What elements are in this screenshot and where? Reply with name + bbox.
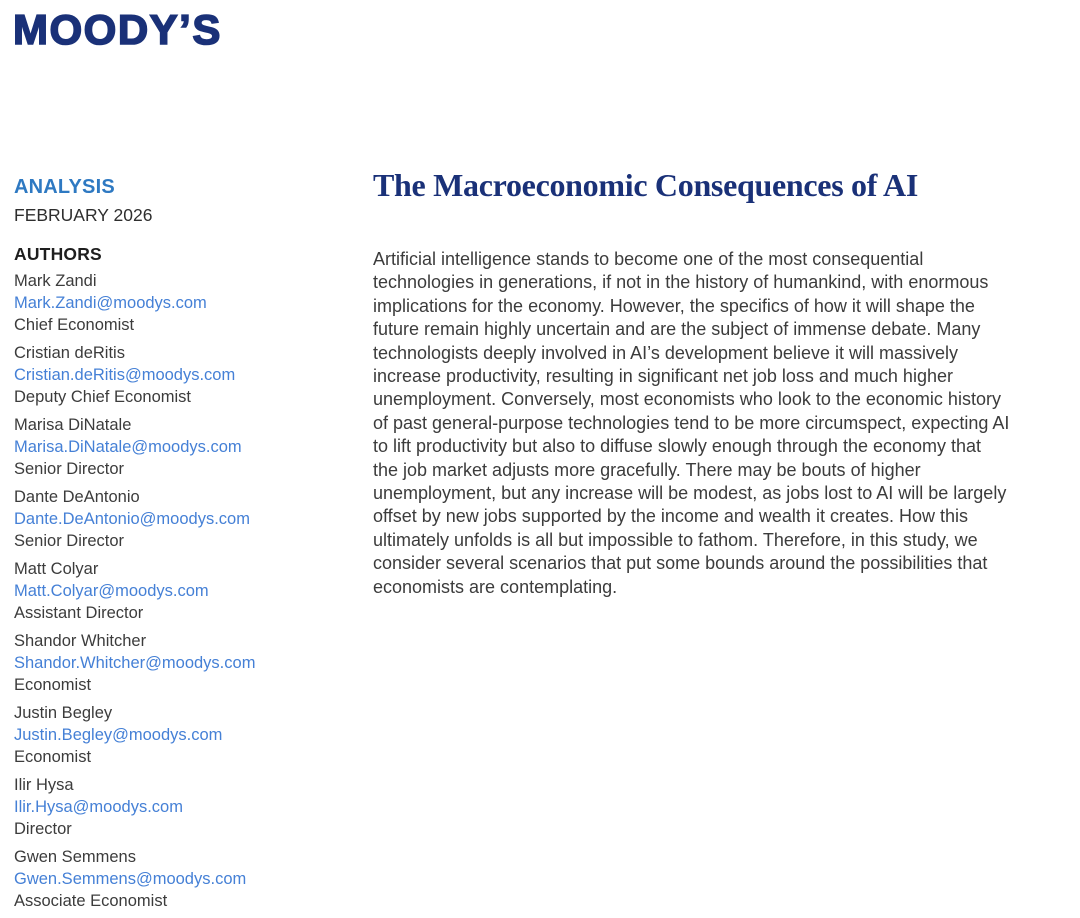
author-name: Justin Begley [14,704,113,722]
author-title: Economist [14,676,92,694]
author-name: Dante DeAntonio [14,488,140,506]
author-email-link[interactable]: Ilir.Hysa@moodys.com [14,798,183,816]
author-email-link[interactable]: Shandor.Whitcher@moodys.com [14,654,256,672]
author-title: Assistant Director [14,604,144,622]
author-email-link[interactable]: Gwen.Semmens@moodys.com [14,870,247,888]
article-title: The Macroeconomic Consequences of AI [373,167,918,203]
author-title: Economist [14,748,92,766]
author-name: Gwen Semmens [14,848,136,866]
author-title: Director [14,820,72,838]
author-name: Shandor Whitcher [14,632,147,650]
author-entry [14,630,354,696]
report-type-label: ANALYSIS [14,176,115,198]
author-title: Associate Economist [14,892,168,910]
author-name: Mark Zandi [14,272,97,290]
author-title: Chief Economist [14,316,135,334]
author-name: Cristian deRitis [14,344,125,362]
author-email-link[interactable]: Matt.Colyar@moodys.com [14,582,209,600]
sidebar [14,177,354,918]
author-email-link[interactable]: Cristian.deRitis@moodys.com [14,366,236,384]
author-name: Ilir Hysa [14,776,74,794]
author-title: Deputy Chief Economist [14,388,191,406]
author-entry [14,342,354,408]
author-name: Matt Colyar [14,560,99,578]
moodys-logo: MOODY’S [13,6,222,53]
author-list [14,270,354,912]
article-body-paragraph: Artificial intelligence stands to become one of the most consequential technologies in generations, if not in the history of humankind, with enormous implications for the economy. However, the specifics of how it will shape the future remain highly uncertain and are the subject of immense debate. Many technologists deeply involved in AI’s development believe it will massively increase productivity, resulting in significant net job loss and much higher unemployment. Conversely, most economists who look to the economic history of past general-purpose technologies tend to be more circumspect, expecting AI to lift productivity but also to diffuse slowly enough through the economy that the job market adjusts more gracefully. There may be bouts of higher unemployment, but any increase will be modest, as jobs lost to AI will be largely offset by new jobs supported by the income and wealth it creates. How this ultimately unfolds is all but impossible to fathom. Therefore, in this study, we consider several scenarios that put some bounds around the possibilities that economists are contemplating. [373,249,1010,597]
author-entry [14,414,354,480]
report-date: FEBRUARY 2026 [14,205,153,225]
author-entry [14,774,354,840]
article [373,166,1013,599]
author-email-link[interactable]: Mark.Zandi@moodys.com [14,294,207,312]
author-name: Marisa DiNatale [14,416,132,434]
author-email-link[interactable]: Dante.DeAntonio@moodys.com [14,510,250,528]
author-title: Senior Director [14,460,125,478]
author-entry [14,558,354,624]
author-entry [14,486,354,552]
author-email-link[interactable]: Marisa.DiNatale@moodys.com [14,438,242,456]
author-email-link[interactable]: Justin.Begley@moodys.com [14,726,223,744]
authors-heading: AUTHORS [14,244,102,264]
author-title: Senior Director [14,532,125,550]
author-entry [14,270,354,336]
author-entry [14,702,354,768]
author-entry [14,846,354,912]
